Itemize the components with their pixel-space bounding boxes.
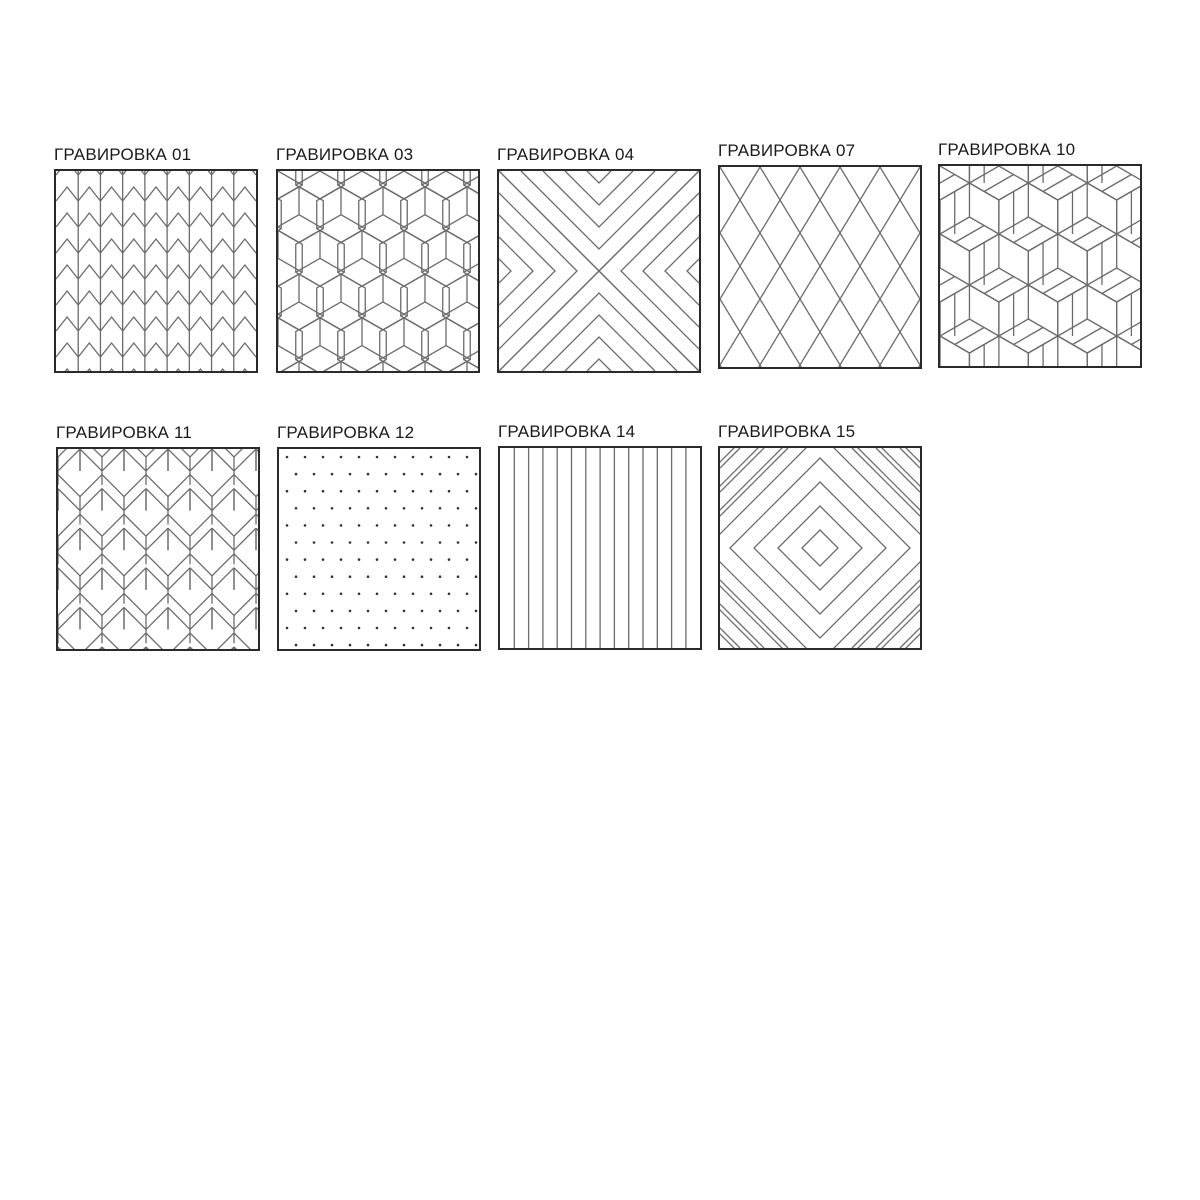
concentric-diamonds-pattern [718,446,922,650]
tile-label: ГРАВИРОВКА 07 [718,141,856,160]
tile-label: ГРАВИРОВКА 04 [497,145,635,164]
star-of-diamonds-pattern [276,169,480,373]
tile-label: ГРАВИРОВКА 10 [938,140,1076,159]
isometric-cubes-pattern [938,164,1142,368]
chevron-columns-pattern [54,169,258,373]
tile-label: ГРАВИРОВКА 11 [56,423,193,442]
chevron-blocks-pattern [56,447,260,651]
tile-label: ГРАВИРОВКА 03 [276,145,414,164]
diagonal-x-pattern [497,169,701,373]
tile-label: ГРАВИРОВКА 12 [277,423,415,442]
vertical-stripes-pattern [498,446,702,650]
tile-label: ГРАВИРОВКА 01 [54,145,192,164]
dot-grid-pattern [277,447,481,651]
tile-label: ГРАВИРОВКА 15 [718,422,856,441]
tile-label: ГРАВИРОВКА 14 [498,422,636,441]
diamond-lattice-pattern [718,165,922,369]
